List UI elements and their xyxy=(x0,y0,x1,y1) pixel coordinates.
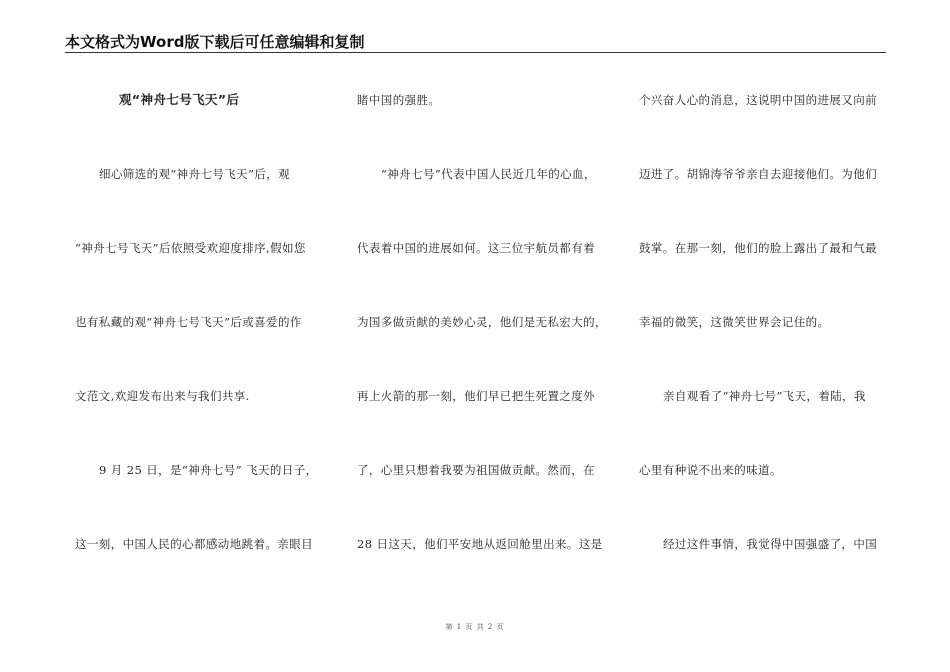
text-line: 迈进了。胡锦涛爷爷亲自去迎接他们。为他们 xyxy=(639,167,877,181)
text-line: 28 日这天，他们平安地从返回舱里出来。这是 xyxy=(357,537,603,551)
text-line: 这一刻，中国人民的心都感动地跳着。亲眼目 xyxy=(75,537,313,551)
text-line: 了，心里只想着我要为祖国做贡献。然而，在 xyxy=(357,463,595,477)
text-line: 鼓掌。在那一刻，他们的脸上露出了最和气最 xyxy=(639,241,877,255)
text-line: “神舟七号飞天”后依照受欢迎度排序,假如您 xyxy=(75,241,306,255)
text-line: “神舟七号”代表中国人民近几年的心血， xyxy=(381,167,596,181)
header-title: 本文格式为Word版下载后可任意编辑和复制 xyxy=(65,33,365,51)
text-line: 9 月 25 日，是“神舟七号” 飞天的日子， xyxy=(99,463,318,477)
column-2 xyxy=(357,90,607,608)
text-line: 亲自观看了“神舟七号”飞天，着陆，我 xyxy=(663,389,866,403)
text-line: 为国多做贡献的美妙心灵，他们是无私宏大的， xyxy=(357,315,607,329)
column-3 xyxy=(639,90,884,608)
text-line: 睹中国的强胜。 xyxy=(357,93,441,107)
text-line: 经过这件事情，我觉得中国强盛了，中国 xyxy=(663,537,878,551)
text-line: 个兴奋人心的消息，这说明中国的进展又向前 xyxy=(639,93,877,107)
page-number: 第 1 页 共 2 页 xyxy=(445,623,505,631)
text-line: 细心筛选的观“神舟七号飞天”后，观 xyxy=(99,167,291,181)
article-title: 观“神舟七号飞天”后 xyxy=(119,92,240,107)
text-line: 代表着中国的进展如何。这三位宇航员都有着 xyxy=(357,241,595,255)
text-line: 幸福的微笑，这微笑世界会记住的。 xyxy=(639,315,830,329)
column-1 xyxy=(75,90,320,608)
text-line: 也有私藏的观“神舟七号飞天”后或喜爱的作 xyxy=(75,315,302,329)
text-line: 再上火箭的那一刻，他们早已把生死置之度外 xyxy=(357,389,595,403)
text-line: 心里有种说不出来的味道。 xyxy=(639,463,782,477)
text-line: 文范文,欢迎发布出来与我们共享. xyxy=(75,389,250,403)
